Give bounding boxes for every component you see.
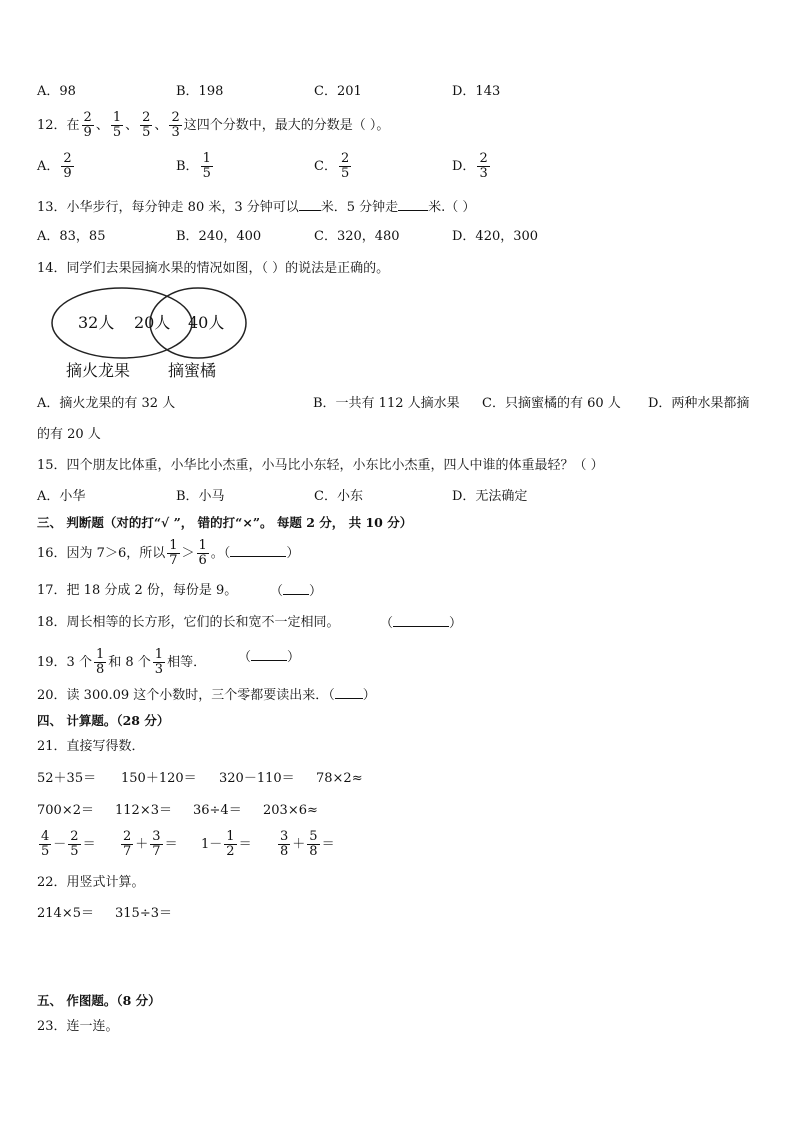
- venn-right-count: 40人: [188, 313, 225, 332]
- q15-option-a: A．小华: [37, 489, 86, 504]
- q11-option-b: B．198: [176, 84, 224, 99]
- q17-answer: （ ）: [270, 584, 323, 599]
- calc-item: 320－110＝: [219, 771, 295, 786]
- vertical-calc-item: 315÷3＝: [115, 906, 172, 921]
- q13-option-d: D．420，300: [452, 229, 539, 244]
- q15-option-d: D．无法确定: [452, 489, 528, 504]
- q14-option-b: B．一共有 112 人摘水果: [313, 396, 460, 411]
- q12-option-c: C． $\frac{2}{5}$: [314, 151, 350, 181]
- q12-stem: 12．在 $\frac{2}{9}$ 、 $\frac{1}{5}$ 、 $\frac{2}{5}$ 、 $\frac{2}{3}$ 这四个分数中，最大的分数是（ ）。: [37, 110, 390, 140]
- q14-option-d: D．两种水果都摘: [648, 396, 750, 411]
- fraction: $\frac{2}{9}$: [83, 110, 92, 140]
- venn-circle-left: [52, 288, 192, 358]
- vertical-calc-item: 214×5＝: [37, 906, 94, 921]
- q15-option-b: B．小马: [176, 489, 225, 504]
- venn-overlap-count: 20人: [134, 313, 171, 332]
- q12-option-a: A． $\frac{2}{9}$: [37, 151, 72, 181]
- q15-option-c: C．小东: [314, 489, 363, 504]
- q12-option-b: B． $\frac{1}{5}$: [176, 151, 211, 181]
- answer-blank: [398, 198, 428, 211]
- answer-blank: [230, 544, 286, 557]
- calc-item: 52＋35＝: [37, 771, 97, 786]
- q18-answer: （ ）: [380, 616, 463, 631]
- answer-blank: [335, 686, 363, 699]
- q11-option-a: A．98: [37, 84, 76, 99]
- q11-option-d: D．143: [452, 84, 501, 99]
- q17-stem: 17．把 18 分成 2 份，每份是 9。: [37, 583, 238, 598]
- section-3-heading: 三、 判断题（对的打“√ ”， 错的打“×”。 每题 2 分， 共 10 分）: [37, 515, 413, 530]
- answer-blank: [283, 582, 309, 595]
- calc-item: 36÷4＝: [193, 803, 242, 818]
- q18-stem: 18．周长相等的长方形，它们的长和宽不一定相同。: [37, 615, 340, 630]
- calc-fraction-item: 1－ $\frac{1}{2}$ ＝: [201, 829, 252, 859]
- q13-option-a: A．83，85: [37, 229, 106, 244]
- section-5-heading: 五、 作图题。（8 分）: [37, 993, 161, 1008]
- fraction: $\frac{1}{5}$: [112, 110, 122, 140]
- answer-blank: [393, 614, 449, 627]
- venn-label-right: 摘蜜橘: [168, 361, 217, 380]
- q13-option-c: C．320，480: [314, 229, 400, 244]
- calc-item: 150＋120＝: [121, 771, 197, 786]
- q19-stem: 19．3 个 $\frac{1}{8}$ 和 8 个 $\frac{1}{3}$ 相等．: [37, 647, 207, 677]
- q12-option-d: D． $\frac{2}{3}$: [452, 151, 488, 181]
- venn-left-count: 32人: [78, 313, 115, 332]
- q13-option-b: B．240，400: [176, 229, 262, 244]
- q22-title: 22．用竖式计算。: [37, 875, 145, 890]
- q16-stem: 16．因为 7＞6，所以 $\frac{1}{7}$ ＞ $\frac{1}{6}$ 。（ ）: [37, 538, 300, 568]
- calc-fraction-item: $\frac{2}{7}$ ＋ $\frac{3}{7}$ ＝: [123, 829, 178, 859]
- answer-blank: [251, 648, 287, 661]
- fraction: $\frac{2}{5}$: [142, 110, 151, 140]
- section-4-heading: 四、 计算题。（28 分）: [37, 713, 170, 728]
- calc-fraction-item: $\frac{3}{8}$ ＋ $\frac{5}{8}$ ＝: [280, 829, 335, 859]
- answer-blank: [299, 198, 321, 211]
- q14-option-c: C．只摘蜜橘的有 60 人: [482, 396, 621, 411]
- q19-answer: （ ）: [238, 650, 301, 665]
- q11-option-c: C．201: [314, 84, 362, 99]
- calc-fraction-item: $\frac{4}{5}$ － $\frac{2}{5}$ ＝: [41, 829, 96, 859]
- calc-item: 112×3＝: [115, 803, 172, 818]
- calc-item: 203×6≈: [263, 803, 318, 818]
- fraction: $\frac{2}{3}$: [171, 110, 180, 140]
- q14-option-a: A．摘火龙果的有 32 人: [37, 396, 176, 411]
- q21-title: 21．直接写得数．: [37, 739, 145, 754]
- q23-title: 23．连一连。: [37, 1019, 119, 1034]
- q15-stem: 15．四个朋友比体重，小华比小杰重，小马比小东轻，小东比小杰重，四人中谁的体重最轻？（ ）: [37, 458, 604, 473]
- q20-stem: 20．读 300.09 这个小数时，三个零都要读出来．（ ）: [37, 688, 376, 703]
- q14-option-d-cont: 的有 20 人: [37, 427, 101, 442]
- calc-item: 700×2＝: [37, 803, 94, 818]
- q14-stem: 14．同学们去果园摘水果的情况如图，（ ）的说法是正确的。: [37, 261, 390, 276]
- calc-item: 78×2≈: [316, 771, 363, 786]
- venn-label-left: 摘火龙果: [66, 361, 131, 380]
- q13-stem: 13．小华步行，每分钟走 80 米，3 分钟可以 米．5 分钟走 米.（ ）: [37, 200, 476, 215]
